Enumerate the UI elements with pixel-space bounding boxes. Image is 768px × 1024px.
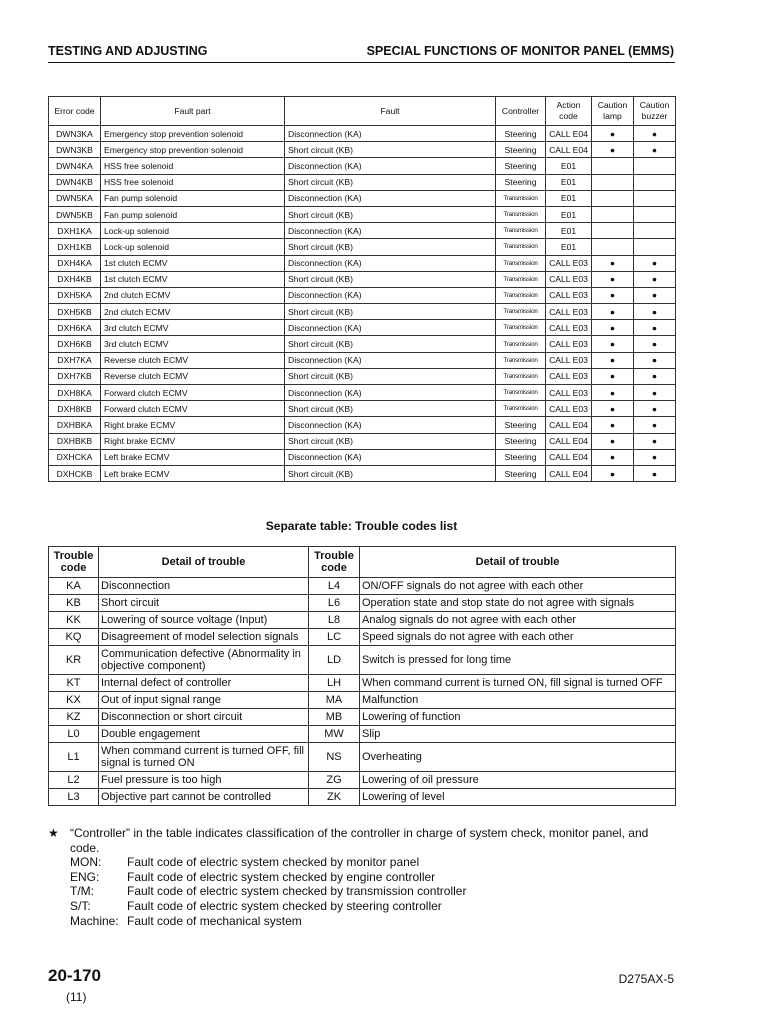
table-row bbox=[49, 320, 676, 336]
trouble-detail-cell: Disconnection or short circuit bbox=[99, 709, 309, 726]
trouble-detail-cell: Fuel pressure is too high bbox=[99, 772, 309, 789]
trouble-code-cell: L8 bbox=[309, 612, 360, 629]
fault-part-cell: Reverse clutch ECMV bbox=[101, 352, 285, 368]
caution-buzzer-cell: ● bbox=[634, 126, 676, 142]
caution-buzzer-cell bbox=[634, 206, 676, 222]
separate-table-title: Separate table: Trouble codes list bbox=[265, 519, 458, 533]
fault-part-cell: Forward clutch ECMV bbox=[101, 385, 285, 401]
trouble-detail-cell: Lowering of oil pressure bbox=[360, 772, 676, 789]
caution-lamp-cell bbox=[592, 223, 634, 239]
fault-code-table bbox=[48, 96, 676, 482]
table-row bbox=[49, 743, 676, 772]
page-header bbox=[48, 44, 674, 64]
error-code-cell: DXH8KB bbox=[49, 401, 101, 417]
caution-buzzer-cell: ● bbox=[634, 449, 676, 465]
section-title: TESTING AND ADJUSTING bbox=[48, 44, 208, 58]
trouble-code-cell: KX bbox=[49, 692, 99, 709]
table-row bbox=[49, 675, 676, 692]
trouble-detail-cell: Disagreement of model selection signals bbox=[99, 629, 309, 646]
error-code-cell: DWN3KA bbox=[49, 126, 101, 142]
fault-cell: Short circuit (KB) bbox=[285, 206, 496, 222]
revision-number: (11) bbox=[66, 990, 87, 1004]
caution-lamp-cell bbox=[592, 158, 634, 174]
trouble-detail-cell: Disconnection bbox=[99, 578, 309, 595]
action-code-cell: CALL E03 bbox=[546, 304, 592, 320]
table-row bbox=[49, 223, 676, 239]
error-code-cell: DXH1KA bbox=[49, 223, 101, 239]
fault-cell: Short circuit (KB) bbox=[285, 465, 496, 481]
action-code-cell: CALL E03 bbox=[546, 271, 592, 287]
trouble-detail-cell: Operation state and stop state do not agree with signals bbox=[360, 595, 676, 612]
action-code-cell: E01 bbox=[546, 206, 592, 222]
trouble-detail-cell: Short circuit bbox=[99, 595, 309, 612]
fault-table-header-row bbox=[49, 97, 676, 126]
fault-cell: Short circuit (KB) bbox=[285, 271, 496, 287]
trouble-code-cell: MW bbox=[309, 726, 360, 743]
caution-lamp-cell: ● bbox=[592, 142, 634, 158]
table-row bbox=[49, 385, 676, 401]
fault-cell: Disconnection (KA) bbox=[285, 190, 496, 206]
fault-part-cell: HSS free solenoid bbox=[101, 174, 285, 190]
table-row bbox=[49, 629, 676, 646]
action-code-cell: CALL E03 bbox=[546, 255, 592, 271]
trouble-code-table bbox=[48, 546, 676, 806]
definition-key: T/M: bbox=[70, 884, 94, 899]
trouble-code-cell: KZ bbox=[49, 709, 99, 726]
caution-lamp-cell: ● bbox=[592, 449, 634, 465]
trouble-detail-cell: Double engagement bbox=[99, 726, 309, 743]
fault-part-cell: HSS free solenoid bbox=[101, 158, 285, 174]
error-code-cell: DXHCKA bbox=[49, 449, 101, 465]
caution-buzzer-cell: ● bbox=[634, 142, 676, 158]
fault-cell: Disconnection (KA) bbox=[285, 385, 496, 401]
fault-part-cell: 2nd clutch ECMV bbox=[101, 304, 285, 320]
fault-part-cell: Fan pump solenoid bbox=[101, 190, 285, 206]
caution-lamp-cell: ● bbox=[592, 401, 634, 417]
error-code-cell: DXH4KA bbox=[49, 255, 101, 271]
table-row bbox=[49, 789, 676, 806]
fault-cell: Disconnection (KA) bbox=[285, 255, 496, 271]
action-code-cell: E01 bbox=[546, 190, 592, 206]
definition-item bbox=[70, 870, 676, 885]
error-code-cell: DWN5KB bbox=[49, 206, 101, 222]
caution-lamp-cell: ● bbox=[592, 368, 634, 384]
fault-part-cell: 3rd clutch ECMV bbox=[101, 320, 285, 336]
trouble-detail-cell: Speed signals do not agree with each other bbox=[360, 629, 676, 646]
error-code-cell: DWN5KA bbox=[49, 190, 101, 206]
caution-lamp-cell bbox=[592, 239, 634, 255]
trouble-code-cell: KA bbox=[49, 578, 99, 595]
trouble-detail-cell: Malfunction bbox=[360, 692, 676, 709]
table-row bbox=[49, 465, 676, 481]
caution-buzzer-cell bbox=[634, 174, 676, 190]
trouble-detail-cell: ON/OFF signals do not agree with each other bbox=[360, 578, 676, 595]
caution-lamp-cell: ● bbox=[592, 417, 634, 433]
fault-cell: Short circuit (KB) bbox=[285, 304, 496, 320]
caution-lamp-cell: ● bbox=[592, 304, 634, 320]
fault-part-cell: Lock-up solenoid bbox=[101, 239, 285, 255]
definition-key: ENG: bbox=[70, 869, 100, 884]
controller-cell: Transmission bbox=[496, 255, 546, 271]
controller-cell: Transmission bbox=[496, 336, 546, 352]
fault-cell: Short circuit (KB) bbox=[285, 368, 496, 384]
table-row bbox=[49, 433, 676, 449]
fault-part-cell: 1st clutch ECMV bbox=[101, 255, 285, 271]
trouble-detail-cell: Lowering of source voltage (Input) bbox=[99, 612, 309, 629]
action-code-cell: CALL E03 bbox=[546, 401, 592, 417]
fault-part-cell: Right brake ECMV bbox=[101, 417, 285, 433]
fault-cell: Short circuit (KB) bbox=[285, 433, 496, 449]
controller-cell: Transmission bbox=[496, 320, 546, 336]
definition-item bbox=[70, 914, 676, 929]
controller-cell: Steering bbox=[496, 158, 546, 174]
header-rule bbox=[48, 62, 675, 63]
controller-cell: Steering bbox=[496, 142, 546, 158]
fault-cell: Short circuit (KB) bbox=[285, 174, 496, 190]
caution-lamp-cell: ● bbox=[592, 433, 634, 449]
table-row bbox=[49, 368, 676, 384]
header-fault-part: Fault part bbox=[101, 97, 285, 126]
fault-cell: Short circuit (KB) bbox=[285, 142, 496, 158]
caution-lamp-cell: ● bbox=[592, 255, 634, 271]
table-row bbox=[49, 239, 676, 255]
controller-cell: Transmission bbox=[496, 385, 546, 401]
action-code-cell: CALL E03 bbox=[546, 320, 592, 336]
fault-cell: Disconnection (KA) bbox=[285, 417, 496, 433]
caution-buzzer-cell: ● bbox=[634, 433, 676, 449]
trouble-detail-cell: Internal defect of controller bbox=[99, 675, 309, 692]
caution-buzzer-cell: ● bbox=[634, 320, 676, 336]
error-code-cell: DXHBKB bbox=[49, 433, 101, 449]
trouble-detail-cell: When command current is turned OFF, fill signal is turned ON bbox=[99, 743, 309, 772]
trouble-code-cell: L0 bbox=[49, 726, 99, 743]
error-code-cell: DWN4KB bbox=[49, 174, 101, 190]
fault-cell: Disconnection (KA) bbox=[285, 352, 496, 368]
header-action-code: Action code bbox=[546, 97, 592, 126]
action-code-cell: E01 bbox=[546, 158, 592, 174]
table-row bbox=[49, 271, 676, 287]
controller-cell: Transmission bbox=[496, 223, 546, 239]
caution-buzzer-cell: ● bbox=[634, 465, 676, 481]
error-code-cell: DXH1KB bbox=[49, 239, 101, 255]
caution-buzzer-cell: ● bbox=[634, 385, 676, 401]
caution-buzzer-cell bbox=[634, 190, 676, 206]
table-row bbox=[49, 158, 676, 174]
table-row bbox=[49, 142, 676, 158]
trouble-code-cell: L6 bbox=[309, 595, 360, 612]
controller-cell: Transmission bbox=[496, 239, 546, 255]
trouble-code-cell: L1 bbox=[49, 743, 99, 772]
table-row bbox=[49, 206, 676, 222]
error-code-cell: DXHBKA bbox=[49, 417, 101, 433]
header-detail-2: Detail of trouble bbox=[360, 547, 676, 578]
action-code-cell: E01 bbox=[546, 239, 592, 255]
table-row bbox=[49, 692, 676, 709]
trouble-code-cell: NS bbox=[309, 743, 360, 772]
trouble-detail-cell: Lowering of function bbox=[360, 709, 676, 726]
trouble-code-cell: MB bbox=[309, 709, 360, 726]
definition-item bbox=[70, 855, 676, 870]
note-text: “Controller” in the table indicates classification of the controller in charge of system check, monitor panel, and code. bbox=[70, 826, 649, 855]
caution-buzzer-cell bbox=[634, 158, 676, 174]
header-controller: Controller bbox=[496, 97, 546, 126]
chapter-title: SPECIAL FUNCTIONS OF MONITOR PANEL (EMMS) bbox=[366, 44, 674, 58]
definition-item bbox=[70, 884, 676, 899]
caution-buzzer-cell: ● bbox=[634, 368, 676, 384]
caution-lamp-cell bbox=[592, 190, 634, 206]
table-row bbox=[49, 174, 676, 190]
table-row bbox=[49, 287, 676, 303]
trouble-code-cell: KT bbox=[49, 675, 99, 692]
trouble-detail-cell: Switch is pressed for long time bbox=[360, 646, 676, 675]
fault-part-cell: Emergency stop prevention solenoid bbox=[101, 142, 285, 158]
controller-cell: Steering bbox=[496, 174, 546, 190]
error-code-cell: DXH4KB bbox=[49, 271, 101, 287]
controller-cell: Steering bbox=[496, 126, 546, 142]
controller-cell: Transmission bbox=[496, 401, 546, 417]
table-row bbox=[49, 190, 676, 206]
controller-definitions bbox=[70, 855, 676, 928]
table-row bbox=[49, 772, 676, 789]
caution-lamp-cell: ● bbox=[592, 336, 634, 352]
fault-cell: Disconnection (KA) bbox=[285, 320, 496, 336]
action-code-cell: CALL E03 bbox=[546, 336, 592, 352]
trouble-detail-cell: Analog signals do not agree with each other bbox=[360, 612, 676, 629]
trouble-table-header-row bbox=[49, 547, 676, 578]
table-row bbox=[49, 578, 676, 595]
trouble-detail-cell: Lowering of level bbox=[360, 789, 676, 806]
fault-cell: Short circuit (KB) bbox=[285, 401, 496, 417]
error-code-cell: DWN3KB bbox=[49, 142, 101, 158]
controller-cell: Transmission bbox=[496, 206, 546, 222]
controller-cell: Steering bbox=[496, 465, 546, 481]
controller-cell: Steering bbox=[496, 449, 546, 465]
table-row bbox=[49, 595, 676, 612]
table-row bbox=[49, 401, 676, 417]
trouble-code-cell: LH bbox=[309, 675, 360, 692]
trouble-code-cell: L4 bbox=[309, 578, 360, 595]
caution-buzzer-cell: ● bbox=[634, 401, 676, 417]
fault-part-cell: Lock-up solenoid bbox=[101, 223, 285, 239]
caution-buzzer-cell bbox=[634, 223, 676, 239]
error-code-cell: DWN4KA bbox=[49, 158, 101, 174]
action-code-cell: CALL E04 bbox=[546, 142, 592, 158]
fault-part-cell: Emergency stop prevention solenoid bbox=[101, 126, 285, 142]
caution-buzzer-cell: ● bbox=[634, 255, 676, 271]
caution-buzzer-cell: ● bbox=[634, 287, 676, 303]
trouble-code-cell: LC bbox=[309, 629, 360, 646]
trouble-code-cell: MA bbox=[309, 692, 360, 709]
model-number: D275AX-5 bbox=[618, 972, 674, 986]
trouble-code-cell: L2 bbox=[49, 772, 99, 789]
trouble-detail-cell: Objective part cannot be controlled bbox=[99, 789, 309, 806]
caution-lamp-cell bbox=[592, 206, 634, 222]
controller-note bbox=[48, 826, 676, 928]
fault-part-cell: 1st clutch ECMV bbox=[101, 271, 285, 287]
definition-value: Fault code of mechanical system bbox=[127, 913, 302, 928]
table-row bbox=[49, 255, 676, 271]
caution-lamp-cell: ● bbox=[592, 352, 634, 368]
controller-cell: Transmission bbox=[496, 287, 546, 303]
fault-part-cell: 2nd clutch ECMV bbox=[101, 287, 285, 303]
controller-cell: Transmission bbox=[496, 352, 546, 368]
caution-buzzer-cell: ● bbox=[634, 417, 676, 433]
fault-part-cell: Left brake ECMV bbox=[101, 449, 285, 465]
fault-cell: Short circuit (KB) bbox=[285, 336, 496, 352]
caution-lamp-cell: ● bbox=[592, 465, 634, 481]
action-code-cell: E01 bbox=[546, 223, 592, 239]
action-code-cell: CALL E04 bbox=[546, 465, 592, 481]
error-code-cell: DXH6KB bbox=[49, 336, 101, 352]
controller-cell: Transmission bbox=[496, 368, 546, 384]
fault-part-cell: Right brake ECMV bbox=[101, 433, 285, 449]
caution-buzzer-cell: ● bbox=[634, 352, 676, 368]
caution-lamp-cell bbox=[592, 174, 634, 190]
caution-buzzer-cell: ● bbox=[634, 336, 676, 352]
fault-cell: Short circuit (KB) bbox=[285, 239, 496, 255]
error-code-cell: DXH8KA bbox=[49, 385, 101, 401]
header-fault: Fault bbox=[285, 97, 496, 126]
definition-key: Machine: bbox=[70, 913, 119, 928]
fault-cell: Disconnection (KA) bbox=[285, 449, 496, 465]
definition-key: MON: bbox=[70, 855, 102, 870]
trouble-detail-cell: Communication defective (Abnormality in objective component) bbox=[99, 646, 309, 675]
fault-part-cell: 3rd clutch ECMV bbox=[101, 336, 285, 352]
error-code-cell: DXH6KA bbox=[49, 320, 101, 336]
table-row bbox=[49, 304, 676, 320]
table-row bbox=[49, 449, 676, 465]
table-row bbox=[49, 417, 676, 433]
fault-cell: Disconnection (KA) bbox=[285, 287, 496, 303]
header-detail-1: Detail of trouble bbox=[99, 547, 309, 578]
trouble-detail-cell: Out of input signal range bbox=[99, 692, 309, 709]
action-code-cell: CALL E04 bbox=[546, 126, 592, 142]
caution-lamp-cell: ● bbox=[592, 126, 634, 142]
star-icon: ★ bbox=[48, 826, 59, 840]
page-number: 20-170 bbox=[48, 966, 101, 985]
table-row bbox=[49, 646, 676, 675]
action-code-cell: CALL E03 bbox=[546, 385, 592, 401]
trouble-detail-cell: Slip bbox=[360, 726, 676, 743]
controller-cell: Steering bbox=[496, 417, 546, 433]
controller-cell: Steering bbox=[496, 433, 546, 449]
caution-buzzer-cell: ● bbox=[634, 271, 676, 287]
fault-part-cell: Forward clutch ECMV bbox=[101, 401, 285, 417]
caution-lamp-cell: ● bbox=[592, 320, 634, 336]
definition-value: Fault code of electric system checked by steering controller bbox=[127, 898, 442, 913]
fault-cell: Disconnection (KA) bbox=[285, 223, 496, 239]
caution-buzzer-cell: ● bbox=[634, 304, 676, 320]
header-error-code: Error code bbox=[49, 97, 101, 126]
header-trouble-code-2: Trouble code bbox=[309, 547, 360, 578]
action-code-cell: CALL E03 bbox=[546, 287, 592, 303]
fault-cell: Disconnection (KA) bbox=[285, 158, 496, 174]
fault-part-cell: Reverse clutch ECMV bbox=[101, 368, 285, 384]
error-code-cell: DXH5KB bbox=[49, 304, 101, 320]
table-row bbox=[49, 612, 676, 629]
table-row bbox=[49, 126, 676, 142]
trouble-code-cell: KR bbox=[49, 646, 99, 675]
definition-item bbox=[70, 899, 676, 914]
error-code-cell: DXH7KA bbox=[49, 352, 101, 368]
trouble-code-cell: LD bbox=[309, 646, 360, 675]
definition-value: Fault code of electric system checked by monitor panel bbox=[127, 855, 420, 870]
table-row bbox=[49, 336, 676, 352]
header-trouble-code-1: Trouble code bbox=[49, 547, 99, 578]
caution-lamp-cell: ● bbox=[592, 271, 634, 287]
action-code-cell: E01 bbox=[546, 174, 592, 190]
header-caution-lamp: Caution lamp bbox=[592, 97, 634, 126]
trouble-code-cell: KK bbox=[49, 612, 99, 629]
definition-value: Fault code of electric system checked by engine controller bbox=[127, 869, 436, 884]
trouble-detail-cell: When command current is turned ON, fill signal is turned OFF bbox=[360, 675, 676, 692]
table-row bbox=[49, 709, 676, 726]
controller-cell: Transmission bbox=[496, 304, 546, 320]
table-row bbox=[49, 352, 676, 368]
trouble-detail-cell: Overheating bbox=[360, 743, 676, 772]
error-code-cell: DXHCKB bbox=[49, 465, 101, 481]
fault-cell: Disconnection (KA) bbox=[285, 126, 496, 142]
fault-part-cell: Fan pump solenoid bbox=[101, 206, 285, 222]
definition-value: Fault code of electric system checked by transmission controller bbox=[127, 884, 467, 899]
caution-lamp-cell: ● bbox=[592, 287, 634, 303]
trouble-code-cell: KB bbox=[49, 595, 99, 612]
controller-cell: Transmission bbox=[496, 271, 546, 287]
definition-key: S/T: bbox=[70, 898, 91, 913]
action-code-cell: CALL E04 bbox=[546, 433, 592, 449]
caution-lamp-cell: ● bbox=[592, 385, 634, 401]
action-code-cell: CALL E04 bbox=[546, 417, 592, 433]
trouble-code-cell: ZG bbox=[309, 772, 360, 789]
action-code-cell: CALL E03 bbox=[546, 352, 592, 368]
fault-part-cell: Left brake ECMV bbox=[101, 465, 285, 481]
caution-buzzer-cell bbox=[634, 239, 676, 255]
error-code-cell: DXH5KA bbox=[49, 287, 101, 303]
header-caution-buzzer: Caution buzzer bbox=[634, 97, 676, 126]
controller-cell: Transmission bbox=[496, 190, 546, 206]
trouble-code-cell: KQ bbox=[49, 629, 99, 646]
action-code-cell: CALL E04 bbox=[546, 449, 592, 465]
action-code-cell: CALL E03 bbox=[546, 368, 592, 384]
table-row bbox=[49, 726, 676, 743]
trouble-code-cell: ZK bbox=[309, 789, 360, 806]
trouble-code-cell: L3 bbox=[49, 789, 99, 806]
error-code-cell: DXH7KB bbox=[49, 368, 101, 384]
